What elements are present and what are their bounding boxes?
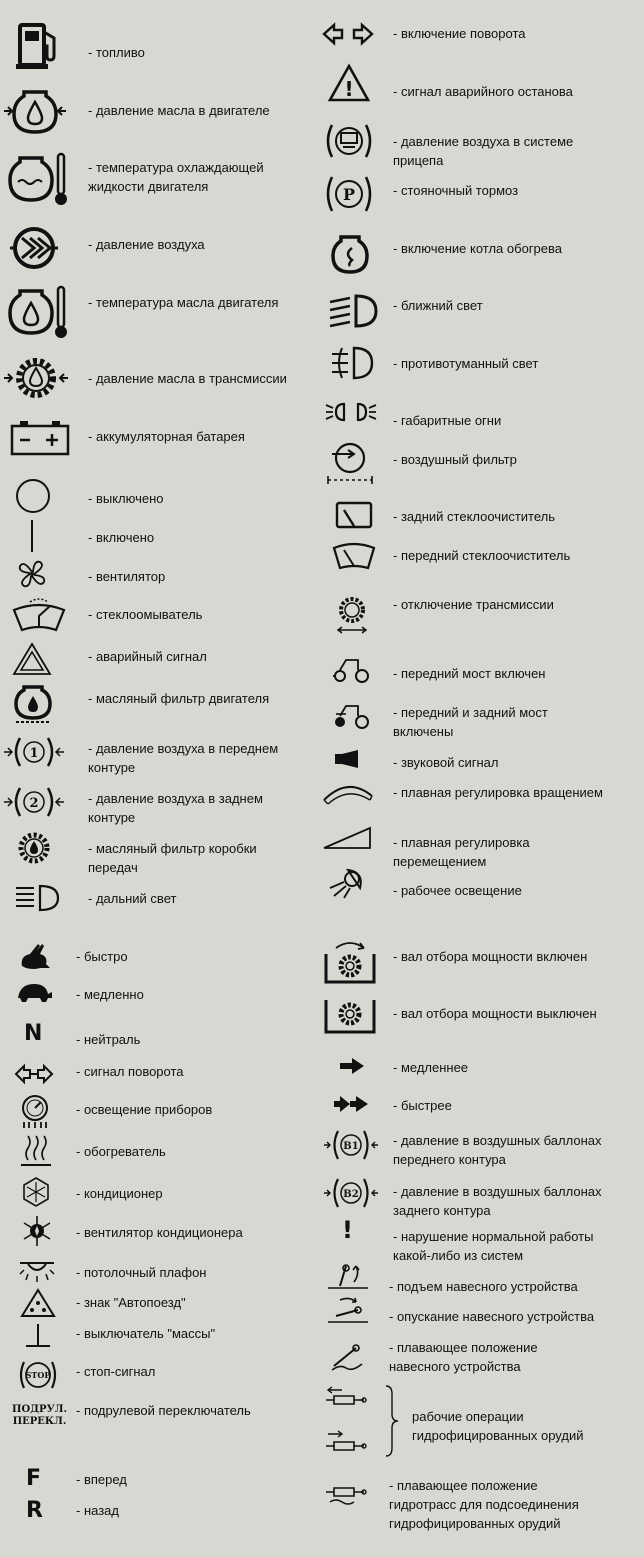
left-label-neutral: - нейтраль (76, 1032, 141, 1047)
road-train-icon (20, 1288, 56, 1318)
left-label-ac-fan: - вентилятор кондиционера (76, 1225, 243, 1240)
left-label-high-beam: - дальний свет (88, 891, 177, 906)
right-label-hydraulic-float: - плавающее положение гидротрасс для подсоединения гидрофицированных орудий (389, 1478, 579, 1531)
left-label-off: - выключено (88, 491, 164, 506)
on-line-icon (28, 518, 36, 554)
engine-oil-pressure-icon (2, 86, 68, 136)
forward-icon: F (26, 1466, 42, 1491)
left-label-gearbox-oil-filter: - масляный фильтр коробки передач (88, 841, 257, 875)
left-label-transmission-oil-pressure: - давление масла в трансмиссии (88, 371, 287, 386)
work-light-icon (324, 866, 366, 900)
right-label-trailer-air: - давление воздуха в системе прицепа (393, 134, 574, 168)
left-label-front-circuit-air: - давление воздуха в переднем контуре (88, 741, 279, 775)
left-label-air-pressure: - давление воздуха (88, 237, 205, 252)
right-label-transmission-disconnect: - отключение трансмиссии (393, 597, 554, 612)
air-filter-icon (326, 440, 376, 486)
hydraulic-float-icon (324, 1484, 370, 1506)
left-label-engine-oil-pressure: - давление масла в двигателе (88, 103, 270, 118)
engine-oil-temperature-icon (8, 285, 68, 341)
trailer-brake-icon (324, 122, 374, 160)
left-label-heater: - обогреватель (76, 1144, 166, 1159)
horn-icon (332, 748, 362, 770)
fan-icon (16, 558, 48, 590)
left-label-instrument-lighting: - освещение приборов (76, 1102, 213, 1117)
rotation-control-icon (320, 778, 376, 806)
parking-p-text: P (342, 185, 356, 204)
left-label-rear-circuit-air: - давление воздуха в заднем контуре (88, 791, 263, 825)
stop-signal-text: STOP (25, 1370, 51, 1380)
right-label-linear-control: - плавная регулировка перемещением (393, 835, 530, 869)
rabbit-icon (16, 940, 52, 972)
left-label-slow: - медленно (76, 987, 144, 1002)
left-label-engine-oil-temp: - температура масла двигателя (88, 295, 279, 310)
battery-icon (10, 418, 70, 456)
left-label-road-train: - знак "Автопоезд" (76, 1295, 186, 1310)
hitch-raise-icon (326, 1262, 370, 1292)
right-label-turn-indicator: - включение поворота (393, 26, 526, 41)
heater-icon (20, 1134, 52, 1168)
snowflake-icon (20, 1176, 52, 1208)
hitch-float-icon (328, 1338, 368, 1372)
ground-switch-icon (22, 1322, 54, 1350)
front-circuit-air-icon (2, 734, 66, 770)
left-label-battery: - аккумуляторная батарея (88, 429, 245, 444)
off-circle-icon (14, 478, 52, 514)
turn-signal-icon (14, 1062, 54, 1086)
left-label-reverse: - назад (76, 1503, 119, 1518)
rear-wiper-icon (334, 500, 374, 532)
right-label-hydraulic-ops: рабочие операции гидрофицированных орудий (412, 1409, 584, 1443)
instrument-lighting-icon (18, 1094, 52, 1130)
hydraulic-cylinders-icon (324, 1384, 368, 1456)
left-label-washer: - стеклоомыватель (88, 607, 203, 622)
left-label-ceiling-lamp: - потолочный плафон (76, 1265, 207, 1280)
pto-off-icon (322, 996, 378, 1036)
linear-control-icon (322, 824, 374, 852)
front-axle-icon (332, 654, 372, 684)
double-arrow-icon (332, 1094, 372, 1114)
left-label-turn-signal: - сигнал поворота (76, 1064, 184, 1079)
hydraulic-brace-icon (384, 1384, 400, 1463)
transmission-disconnect-icon (334, 594, 370, 636)
right-label-front-tanks: - давление в воздушных баллонах переднего контура (393, 1133, 602, 1167)
front-wiper-icon (330, 540, 378, 570)
low-beam-icon (328, 292, 378, 330)
svg-text:1: 1 (29, 746, 39, 761)
right-label-front-rear-axle: - передний и задний мост включены (393, 705, 548, 739)
right-label-emergency-stop: - сигнал аварийного останова (393, 84, 573, 99)
left-label-column-switch: - подрулевой переключатель (76, 1403, 251, 1418)
turtle-icon (14, 980, 54, 1006)
washer-icon (10, 596, 68, 632)
svg-text:2: 2 (29, 796, 39, 811)
right-label-front-wiper: - передний стеклоочиститель (393, 548, 571, 563)
single-arrow-icon (338, 1056, 368, 1076)
ac-fan-icon (20, 1214, 54, 1248)
hitch-lower-icon (326, 1294, 370, 1326)
left-label-stop-signal: - стоп-сигнал (76, 1364, 156, 1379)
right-label-hitch-float: - плавающее положение навесного устройства (389, 1340, 538, 1374)
hazard-triangle-icon (12, 642, 52, 676)
rear-tanks-text: B2 (343, 1189, 359, 1200)
left-label-fast: - быстро (76, 949, 128, 964)
front-rear-axle-icon (332, 700, 372, 730)
right-label-front-axle: - передний мост включен (393, 666, 546, 681)
transmission-oil-pressure-icon (2, 352, 70, 404)
air-pressure-icon (8, 224, 60, 272)
gearbox-oil-filter-icon (16, 830, 52, 866)
pto-on-icon (322, 940, 378, 986)
warning-triangle-icon (328, 64, 370, 102)
right-label-low-beam: - ближний свет (393, 298, 483, 313)
right-label-horn: - звуковой сигнал (393, 755, 499, 770)
neutral-icon: N (24, 1021, 43, 1046)
right-label-fog-light: - противотуманный свет (393, 356, 539, 371)
coolant-temperature-icon (8, 152, 68, 208)
fuel-pump-icon (14, 22, 64, 72)
high-beam-icon (14, 882, 60, 914)
right-label-pto-off: - вал отбора мощности выключен (393, 1006, 597, 1021)
engine-oil-filter-icon (12, 684, 54, 724)
left-label-hazard: - аварийный сигнал (88, 649, 207, 664)
left-label-air-conditioner: - кондиционер (76, 1186, 163, 1201)
heater-boiler-icon (330, 234, 370, 276)
left-label-master-switch: - выключатель "массы" (76, 1326, 216, 1341)
fog-light-icon (328, 344, 374, 382)
left-label-forward: - вперед (76, 1472, 127, 1487)
rear-circuit-air-icon (2, 784, 66, 820)
exclamation-icon: ! (342, 1216, 353, 1244)
left-label-fan: - вентилятор (88, 569, 166, 584)
right-label-side-lights: - габаритные огни (393, 413, 502, 428)
right-label-air-filter: - воздушный фильтр (393, 452, 517, 467)
front-tanks-icon (322, 1128, 380, 1162)
right-label-hitch-lower: - опускание навесного устройства (389, 1309, 595, 1324)
stop-signal-icon (18, 1358, 58, 1392)
right-label-parking-brake: - стояночный тормоз (393, 183, 519, 198)
reverse-icon: R (26, 1498, 43, 1523)
right-label-heater-boiler: - включение котла обогрева (393, 241, 562, 256)
right-label-work-light: - рабочее освещение (393, 883, 522, 898)
right-label-rotation-control: - плавная регулировка вращением (393, 785, 603, 800)
right-label-slower: - медленнее (393, 1060, 469, 1075)
turn-arrows-icon (322, 22, 374, 46)
front-tanks-text: B1 (343, 1141, 359, 1152)
ceiling-lamp-icon (18, 1260, 56, 1284)
warning-exclamation-text: ! (344, 77, 354, 101)
left-label-fuel: - топливо (88, 45, 145, 60)
left-label-engine-oil-filter: - масляный фильтр двигателя (88, 691, 270, 706)
right-label-rear-tanks: - давление в воздушных баллонах заднего контура (393, 1184, 602, 1218)
column-switch-icon: ПОДРУЛ. ПЕРЕКЛ. (12, 1404, 68, 1427)
left-label-coolant-temp: - температура охлаждающей жидкости двигателя (88, 160, 264, 194)
right-label-hitch-raise: - подъем навесного устройства (389, 1279, 578, 1294)
parking-brake-icon (324, 174, 374, 214)
right-label-rear-wiper: - задний стеклоочиститель (393, 509, 556, 524)
right-label-pto-on: - вал отбора мощности включен (393, 949, 588, 964)
right-label-malfunction: - нарушение нормальной работы какой-либо из систем (393, 1229, 594, 1263)
side-lights-icon (324, 400, 378, 424)
rear-tanks-icon (322, 1176, 380, 1210)
left-label-on: - включено (88, 530, 155, 545)
right-label-faster: - быстрее (393, 1098, 452, 1113)
